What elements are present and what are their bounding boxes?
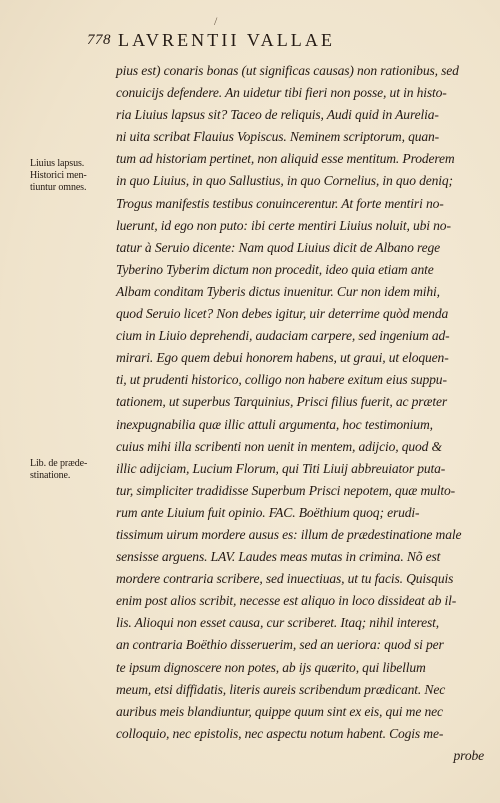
text-line: ria Liuius lapsus sit? Taceo de reliquis, Audi quid in Aurelia-	[116, 107, 439, 123]
text-line: mordere contraria scribere, sed inuectiuas, ut tu facis. Quisquis	[116, 571, 454, 587]
text-line: tur, simpliciter tradidisse Superbum Prisci nepotem, quæ multo-	[116, 482, 456, 498]
text-line: tatur à Seruio dicente: Nam quod Liuius dicit de Albano rege	[116, 239, 441, 255]
text-line: Trogus manifestis testibus conuincerentur. At forte mentiri no-	[116, 195, 444, 211]
catchword: probe	[453, 747, 484, 763]
margin-note-livius	[30, 158, 112, 194]
text-line: tissimum uirum mordere ausus es: illum de prædestinatione male	[116, 526, 462, 542]
text-line: sensisse arguens. LAV. Laudes meas mutas in crimina. Nõ est	[116, 549, 441, 565]
text-line: ni uita scribat Flauius Vopiscus. Neminem scriptorum, quan-	[116, 129, 440, 145]
text-line: in quo Liuius, in quo Sallustius, in quo Cornelius, in quo deniq;	[116, 173, 453, 189]
text-line: auribus meis blandiuntur, quippe quum sint ex eis, qui me nec	[116, 703, 443, 719]
text-line: tationem, ut superbus Tarquinius, Prisci filius fuerit, ac præter	[116, 394, 447, 410]
text-line: Albam conditam Tyberis dictus inuenitur. Cur non idem mihi,	[116, 283, 440, 299]
text-line: mirari. Ego quem debui honorem habens, ut graui, ut eloquen-	[116, 350, 449, 366]
text-line: inexpugnabilia quæ illic attuli argumenta, hoc testimonium,	[116, 416, 433, 432]
text-line: rum ante Liuium fuit opinio. FAC. Boëthium quoq; erudi-	[116, 504, 420, 520]
margin-note-praedestinatione	[30, 458, 112, 482]
page-number: 778	[87, 32, 111, 48]
body-text	[116, 60, 488, 767]
margin-note-line: stinatione.	[30, 470, 71, 481]
page-top-mark: /	[214, 14, 218, 28]
text-line: tum ad historiam pertinet, non aliquid esse mentitum. Proderem	[116, 151, 455, 167]
text-line: an contraria Boëthio disseruerim, sed an ueriora: quod si per	[116, 637, 444, 653]
margin-note-line: Liuius lapsus.	[30, 158, 85, 169]
text-line: conuicijs defendere. An uidetur tibi fieri non posse, ut in histo-	[116, 85, 447, 101]
margin-note-line: Historici men-	[30, 170, 87, 181]
text-line: illic adijciam, Lucium Florum, qui Titi Liuij abbreuiator puta-	[116, 460, 446, 476]
text-line: cium in Liuio deprehendi, audaciam carpere, sed ingenium ad-	[116, 328, 450, 344]
margin-note-line: tiuntur omnes.	[30, 182, 87, 193]
text-line: te ipsum dignoscere non potes, ab ijs quærito, qui libellum	[116, 659, 426, 675]
margin-note-line: Lib. de præde-	[30, 458, 88, 469]
page-header	[87, 30, 336, 52]
text-line: lis. Alioqui non esset causa, cur scriberet. Itaq; nihil interest,	[116, 615, 439, 631]
text-line: Tyberino Tyberim dictum non procedit, ideo quia etiam ante	[116, 261, 434, 277]
running-head: LAVRENTII VALLAE	[118, 30, 336, 50]
text-line: ti, ut prudenti historico, colligo non habere exitum eius suppu-	[116, 372, 447, 388]
text-line: quod Seruio licet? Non debes igitur, uir deterrime quòd menda	[116, 306, 449, 322]
text-line: enim post alios scribit, necesse est aliquo in loco dissideat ab il-	[116, 593, 457, 609]
text-line: cuius mihi illa scribenti non uenit in mentem, adijcio, quod &	[116, 438, 442, 454]
text-line: pius est) conaris bonas (ut significas causas) non rationibus, sed	[116, 63, 459, 78]
text-line: luerunt, id ego non puto: ibi certe mentiri Liuius noluit, ubi no-	[116, 217, 451, 233]
text-line: meum, etsi diffidatis, literis aureis scribendum prædicant. Nec	[116, 681, 446, 697]
text-line: colloquio, nec epistolis, nec aspectu notum habent. Cogis me-	[116, 725, 444, 741]
